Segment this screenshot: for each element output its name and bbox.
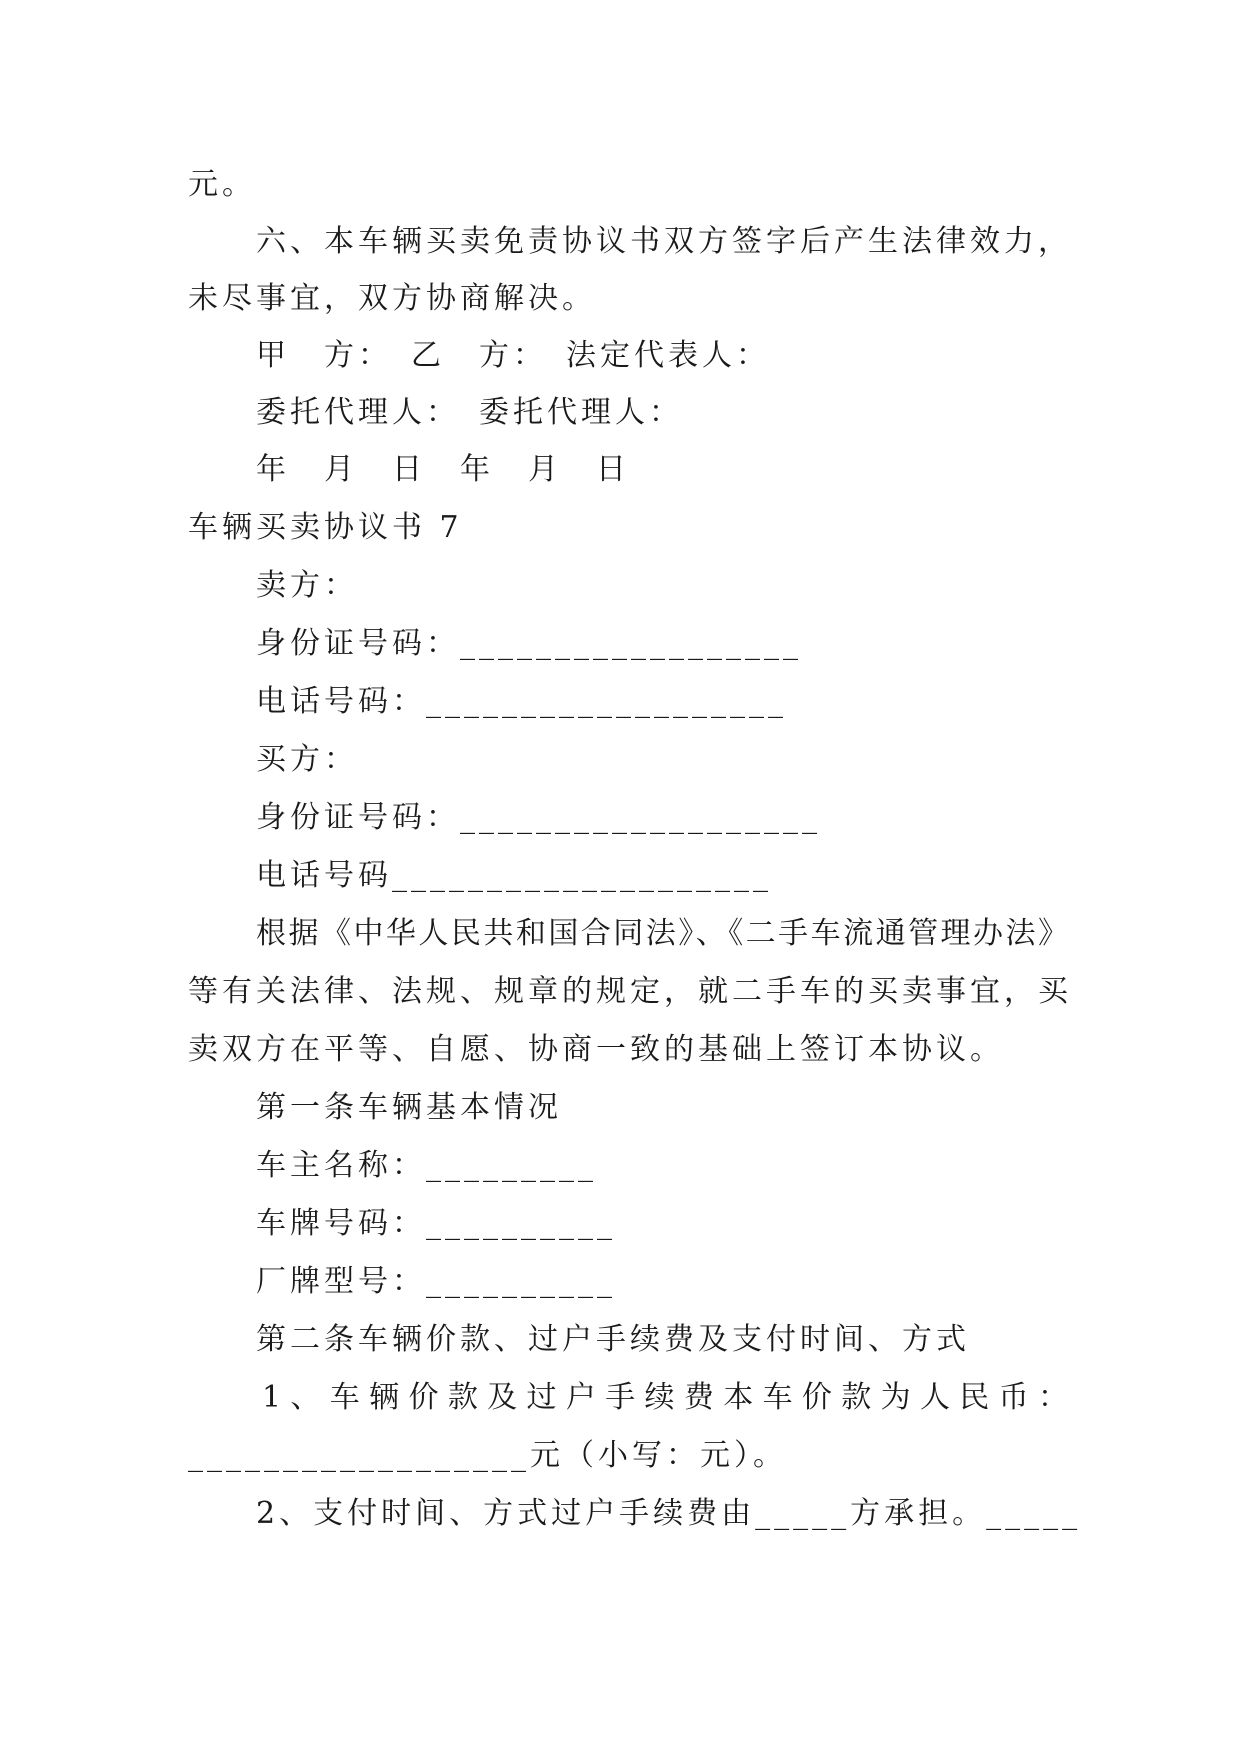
paragraph-line: 1、车辆价款及过户手续费本车价款为人民币： [262, 1380, 1068, 1415]
form-field: 身份证号码：__________________ [256, 626, 802, 661]
article-heading: 第二条车辆价款、过户手续费及支付时间、方式 [256, 1322, 970, 1357]
field-label: 买方： [256, 742, 358, 777]
form-field: 车主名称：_________ [256, 1148, 597, 1183]
form-field: 车牌号码：__________ [256, 1206, 616, 1241]
signature-date-line: 年 月 日 年 月 日 [256, 452, 630, 487]
paragraph-line: __________________元（小写：元）。 [188, 1438, 787, 1473]
paragraph-line: 六、本车辆买卖免责协议书双方签字后产生法律效力， [256, 224, 1068, 259]
paragraph-line: 未尽事宜，双方协商解决。 [188, 281, 596, 316]
paragraph-line: 卖双方在平等、自愿、协商一致的基础上签订本协议。 [188, 1032, 1004, 1067]
paragraph-line: 根据《中华人民共和国合同法》、《二手车流通管理办法》 [256, 916, 1068, 951]
paragraph-line: 2、支付时间、方式过户手续费由_____方承担。_____ [256, 1496, 1082, 1531]
form-field: 身份证号码：___________________ [256, 800, 821, 835]
form-field: 电话号码：___________________ [256, 684, 787, 719]
signature-party-line: 甲 方： 乙 方： 法定代表人： [256, 338, 770, 373]
section-title: 车辆买卖协议书 7 [188, 510, 463, 545]
signature-agent-line: 委托代理人： 委托代理人： [256, 395, 683, 430]
form-field: 厂牌型号：__________ [256, 1264, 616, 1299]
field-label: 卖方： [256, 568, 358, 603]
form-field: 电话号码____________________ [256, 858, 772, 893]
article-heading: 第一条车辆基本情况 [256, 1090, 562, 1125]
paragraph-line: 等有关法律、法规、规章的规定，就二手车的买卖事宜，买 [188, 974, 1068, 1009]
paragraph-line: 元。 [188, 167, 256, 202]
